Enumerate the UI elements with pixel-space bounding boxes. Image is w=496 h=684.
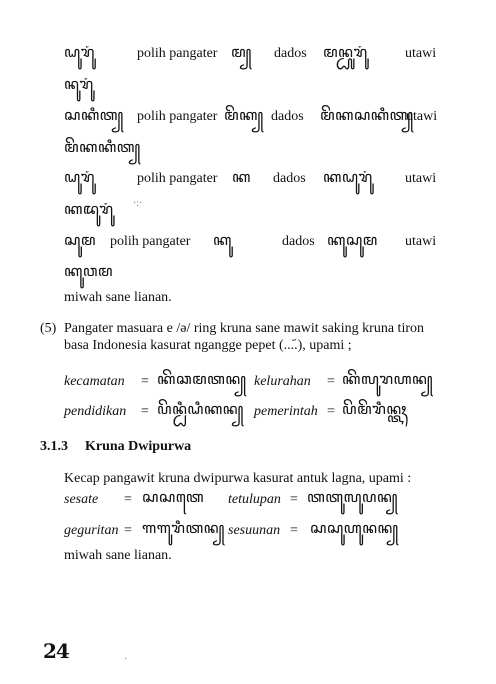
row4-dados: dados <box>282 234 315 249</box>
example-eq-2: = <box>327 374 335 389</box>
row1-result: ꦩꦤ꧀ꦝꦸꦫꦸꦁ <box>323 45 368 61</box>
row3-result: ꦏꦝꦸꦫꦸꦁ <box>323 170 373 186</box>
example-eq-4: = <box>327 404 335 419</box>
row4-prefix: ꦏꦸ <box>213 233 232 249</box>
item5-line2: basa Indonesia kasurat ngangge pepet (...᷄.), upami ; <box>64 338 352 353</box>
dwipurwa-eq-4: = <box>290 523 298 538</box>
row2-prefix: ꦩꦼꦏ꧀ <box>224 108 264 124</box>
dwipurwa-balinese-4: ꦱꦱꦸꦲꦸꦤꦤ꧀ <box>310 521 399 537</box>
row1-alt: ꦤꦸꦫꦸꦁ <box>64 77 94 93</box>
dwipurwa-word-1: sesate <box>64 492 99 507</box>
row3-label: polih pangater <box>137 171 218 186</box>
example-word-4: pemerintah <box>254 404 318 419</box>
dwipurwa-eq-2: = <box>290 492 298 507</box>
row2-utawi: utawi <box>406 109 438 124</box>
row2-base-word: ꦱꦏꦶꦠ꧀ <box>64 108 124 124</box>
example-balinese-2: ꦏꦼꦭꦸꦫꦲꦤ꧀ <box>342 372 434 388</box>
example-word-2: kelurahan <box>254 374 311 389</box>
dwipurwa-word-3: geguritan <box>64 523 119 538</box>
row2-alt: ꦩꦼꦏꦏꦶꦠ꧀ <box>64 140 141 156</box>
item5-line1: Pangater masuara e /ə/ ring kruna sane mawit saking kruna tiron <box>64 321 424 336</box>
dwipurwa-word-2: tetulupan <box>228 492 281 507</box>
row1-dados: dados <box>274 46 307 61</box>
row3-prefix: ꦏ <box>232 170 251 186</box>
closing-line-1: miwah sane lianan. <box>64 290 172 305</box>
row3-alt: ꦏꦢꦸꦫꦸꦁ <box>64 202 114 218</box>
row3-dados: dados <box>273 171 306 186</box>
example-balinese-4: ꦥꦼꦩꦼꦫꦶꦤ꧀ꦠꦃ <box>342 402 407 418</box>
speckle: · <box>124 654 128 665</box>
example-eq-1: = <box>141 374 149 389</box>
row1-label: polih pangater <box>137 46 218 61</box>
page-number: 24 <box>43 639 69 663</box>
dwipurwa-eq-3: = <box>124 523 132 538</box>
example-balinese-3: ꦥꦼꦤ꧀ꦝꦶꦝꦶꦏꦤ꧀ <box>157 402 244 418</box>
item5-number: (5) <box>40 321 57 336</box>
example-word-3: pendidikan <box>64 404 127 419</box>
dwipurwa-word-4: sesuunan <box>228 523 281 538</box>
row4-utawi: utawi <box>405 234 437 249</box>
example-word-1: kecamatan <box>64 374 125 389</box>
row1-prefix: ꦩ꧀ <box>231 45 252 61</box>
section-intro: Kecap pangawit kruna dwipurwa kasurat antuk lagna, upami : <box>64 471 412 486</box>
row3-base-word: ꦝꦸꦫꦸꦁ <box>64 170 95 186</box>
dwipurwa-balinese-1: ꦱꦱꦠꦺ <box>142 490 205 506</box>
row4-result: ꦏꦸꦱꦸꦩ <box>327 233 378 249</box>
dwipurwa-eq-1: = <box>124 492 132 507</box>
speckle: ·:· <box>133 198 143 209</box>
row1-utawi: utawi <box>405 46 437 61</box>
row2-label: polih pangater <box>137 109 218 124</box>
row2-dados: dados <box>271 109 304 124</box>
row4-label: polih pangater <box>110 234 191 249</box>
row4-base-word: ꦱꦸꦩ <box>64 233 96 249</box>
row3-utawi: utawi <box>405 171 437 186</box>
section-title: Kruna Dwipurwa <box>85 439 192 454</box>
example-eq-3: = <box>141 404 149 419</box>
dwipurwa-balinese-2: ꦠꦠꦸꦭꦸꦥꦤ꧀ <box>307 490 399 506</box>
closing-line-2: miwah sane lianan. <box>64 548 172 563</box>
row4-alt: ꦏꦸꦮꦩ <box>64 264 113 280</box>
example-balinese-1: ꦏꦼꦕꦩꦠꦤ꧀ <box>157 372 247 388</box>
row2-result: ꦩꦼꦏꦱꦏꦶꦠ꧀ <box>320 108 414 124</box>
row1-base-word: ꦝꦸꦫꦸꦁ <box>64 45 95 61</box>
section-number: 3.1.3 <box>40 439 68 454</box>
dwipurwa-balinese-3: ꦒꦒꦸꦫꦶꦠꦤ꧀ <box>142 521 225 537</box>
